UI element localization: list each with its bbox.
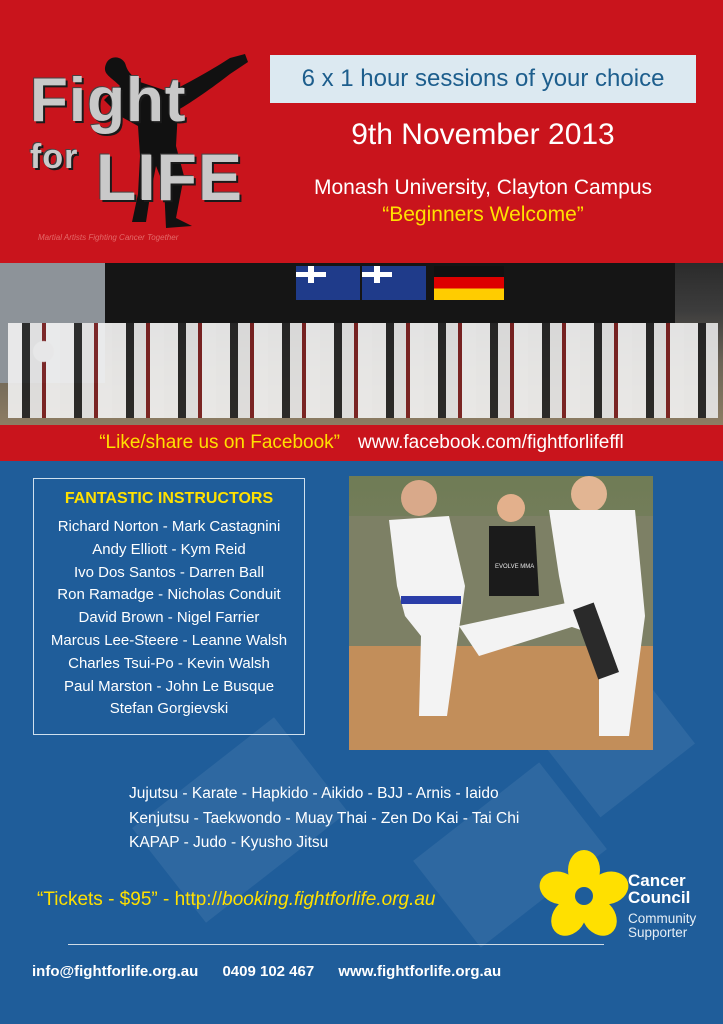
instructor-line: Stefan Gorgievski: [109, 700, 229, 718]
martial-arts-line: Kenjutsu - Taekwondo - Muay Thai - Zen Do Kai - Tai Chi: [129, 809, 520, 827]
community-supporter-line2: Supporter: [628, 925, 688, 940]
instructors-box: [33, 478, 305, 735]
martial-arts-line: Jujutsu - Karate - Hapkido - Aikido - BJJ - Arnis - Iaido: [129, 785, 499, 802]
sparring-illustration: [349, 476, 653, 750]
contact-phone: 0409 102 467: [222, 963, 315, 980]
german-flag: [434, 266, 504, 300]
fight-for-life-logo: [22, 40, 262, 250]
footer-divider: [68, 944, 604, 945]
instructor-line: Richard Norton - Mark Castagnini: [57, 518, 281, 535]
logo-tagline: Martial Artists Fighting Cancer Together: [38, 233, 179, 242]
cancer-council-name: [628, 872, 690, 906]
cancer-council-line2: Council: [628, 888, 691, 907]
instructor-line: Paul Marston - John Le Busque: [63, 677, 275, 695]
facebook-link[interactable]: www.facebook.com/fightforlifeffl: [358, 432, 624, 453]
logo-word-fight: Fight: [30, 66, 187, 135]
australian-flag: [362, 266, 426, 300]
martial-arts-list: [129, 782, 649, 856]
header-panel: [0, 0, 723, 263]
sessions-banner: 6 x 1 hour sessions of your choice: [270, 55, 696, 103]
instructors-list: [34, 516, 304, 721]
instructor-line: Ron Ramadge - Nicholas Conduit: [57, 586, 281, 604]
beginners-welcome: “Beginners Welcome”: [382, 203, 584, 226]
instructor-line: Charles Tsui-Po - Kevin Walsh: [68, 654, 270, 672]
tickets-line: [37, 889, 436, 911]
logo-word-life: LIFE: [96, 140, 243, 214]
tickets-separator: - http://: [157, 889, 223, 910]
martial-arts-line: KAPAP - Judo - Kyusho Jitsu: [129, 834, 329, 851]
cancer-council-logo: [538, 850, 723, 945]
instructor-line: Andy Elliott - Kym Reid: [92, 540, 246, 558]
event-venue: Monash University, Clayton Campus: [313, 176, 653, 199]
photo-crowd: [8, 323, 718, 418]
shirt-text: EVOLVE MMA: [495, 564, 535, 570]
tickets-price: “Tickets - $95”: [37, 889, 158, 910]
sparring-photo: [349, 476, 653, 750]
community-supporter: [628, 912, 696, 940]
community-supporter-line1: Community: [628, 911, 697, 926]
facebook-like-text: “Like/share us on Facebook”: [99, 432, 340, 453]
daffodil-icon: [538, 850, 630, 942]
instructor-line: Marcus Lee-Steere - Leanne Walsh: [50, 631, 288, 649]
event-date: 9th November 2013: [351, 118, 615, 151]
logo-word-for: for: [30, 138, 79, 176]
contact-footer: [32, 963, 521, 980]
tickets-booking-link[interactable]: booking.fightforlife.org.au: [222, 889, 436, 910]
contact-email[interactable]: info@fightforlife.org.au: [32, 963, 199, 980]
instructors-title: FANTASTIC INSTRUCTORS: [64, 490, 274, 507]
australian-flag: [296, 266, 360, 300]
facebook-banner: [0, 425, 723, 461]
instructor-line: Ivo Dos Santos - Darren Ball: [73, 563, 265, 581]
contact-website[interactable]: www.fightforlife.org.au: [338, 963, 502, 980]
group-photo: [0, 263, 723, 425]
cancer-council-line1: Cancer: [628, 871, 686, 890]
instructor-line: David Brown - Nigel Farrier: [78, 609, 260, 627]
